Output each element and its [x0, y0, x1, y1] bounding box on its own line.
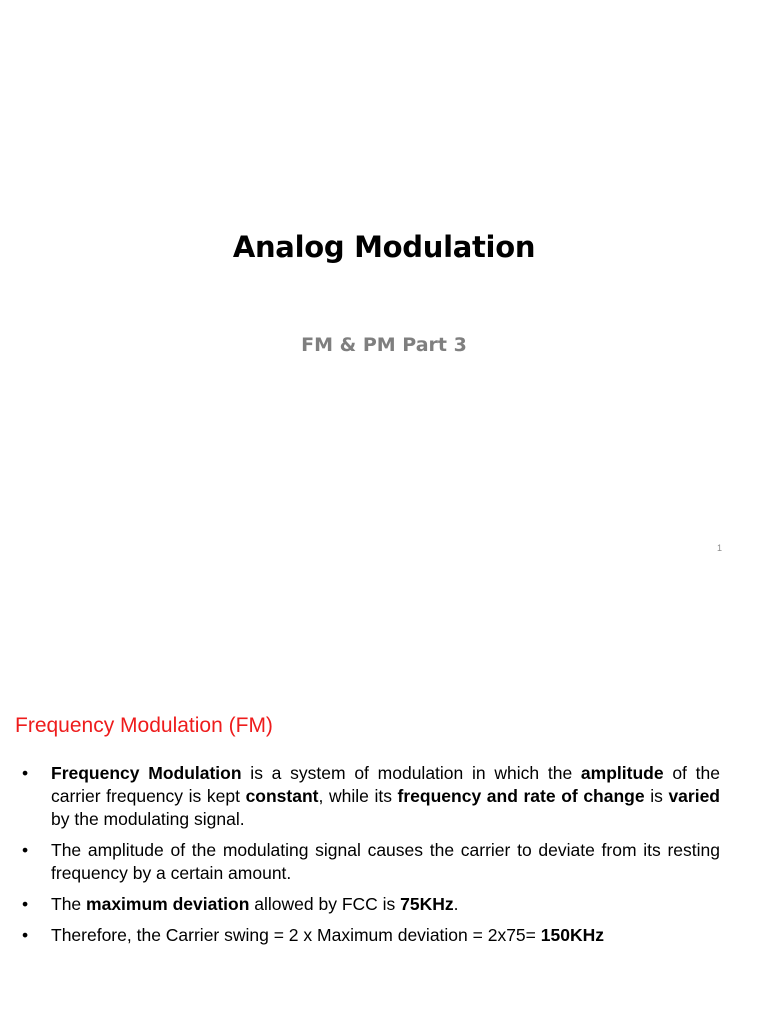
- bullet-icon: •: [22, 925, 29, 945]
- slide-fm: [0, 690, 768, 1024]
- bullet-run: , while its: [318, 786, 398, 806]
- bullet-run: constant: [245, 786, 319, 806]
- bullet-icon: •: [22, 763, 29, 783]
- bullet-run: 75KHz: [400, 894, 454, 914]
- bullet-text: [51, 763, 720, 829]
- bullet-run: Frequency Modulation: [51, 763, 242, 783]
- bullet-text: [51, 840, 720, 883]
- bullet-text: [51, 925, 604, 945]
- bullet-item: [22, 839, 720, 885]
- bullet-list: [22, 762, 720, 955]
- bullet-item: [22, 924, 720, 947]
- bullet-item: [22, 893, 720, 916]
- bullet-run: is: [644, 786, 669, 806]
- bullet-icon: •: [22, 840, 29, 860]
- bullet-run: by the modulating signal.: [51, 809, 245, 829]
- bullet-run: maximum deviation: [86, 894, 250, 914]
- bullet-text: [51, 894, 459, 914]
- slide-title-heading: Analog Modulation: [232, 230, 536, 264]
- bullet-run: allowed by FCC is: [249, 894, 401, 914]
- bullet-run: amplitude: [580, 763, 664, 783]
- bullet-run: .: [453, 894, 459, 914]
- bullet-run: The amplitude of the modulating signal causes the carrier to deviate from its resting frequency by a certain amount.: [51, 840, 720, 883]
- bullet-icon: •: [22, 894, 29, 914]
- bullet-run: Therefore, the Carrier swing = 2 x Maximum deviation = 2x75=: [51, 925, 541, 945]
- bullet-run: is a system of modulation in which the: [241, 763, 581, 783]
- bullet-run: 150KHz: [540, 925, 604, 945]
- bullet-run: of the carrier frequency is kept: [51, 763, 720, 806]
- bullet-item: [22, 762, 720, 831]
- section-heading: Frequency Modulation (FM): [15, 714, 273, 737]
- bullet-run: The: [51, 894, 87, 914]
- page-number: 1: [716, 543, 722, 553]
- bullet-run: varied: [668, 786, 720, 806]
- bullet-run: frequency and rate of change: [397, 786, 645, 806]
- slide-subtitle: FM & PM Part 3: [301, 334, 467, 356]
